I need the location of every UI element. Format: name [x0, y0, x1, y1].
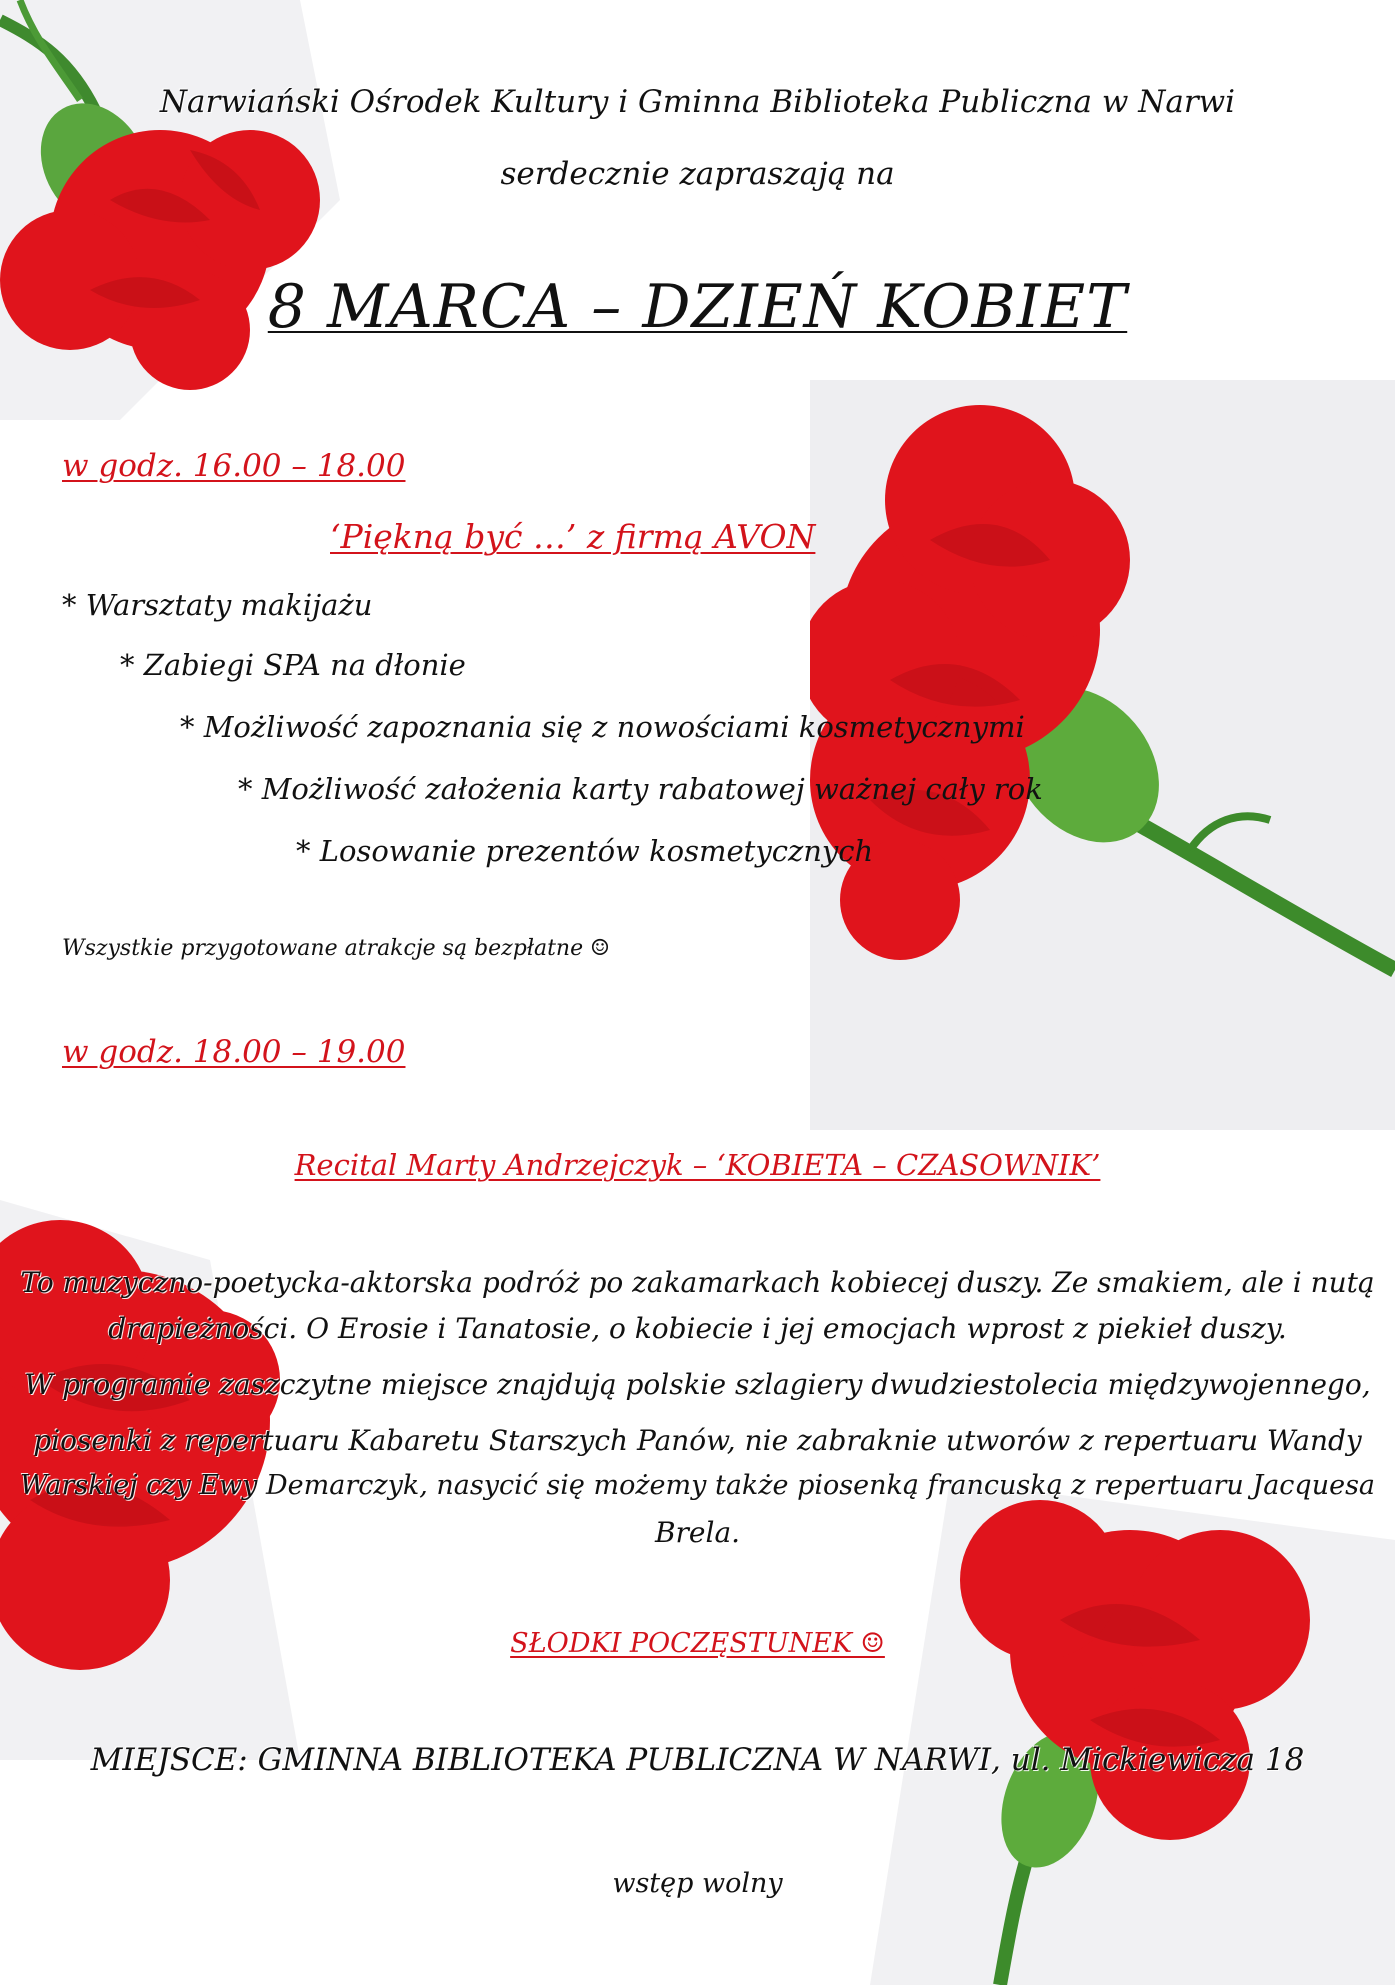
page-title: 8 MARCA – DZIEŃ KOBIET	[267, 272, 1128, 342]
session2-time: w godz. 18.00 – 19.00	[62, 1034, 406, 1070]
list-item: * Zabiegi SPA na dłonie	[120, 648, 466, 682]
description-line: drapieżności. O Erosie i Tanatosie, o kobiecie i jej emocjach wprost z piekieł duszy.	[108, 1312, 1287, 1345]
list-item: * Możliwość założenia karty rabatowej ważnej cały rok	[238, 772, 1043, 806]
list-item: * Warsztaty makijażu	[62, 588, 373, 622]
session1-time: w godz. 16.00 – 18.00	[62, 448, 406, 484]
invite-line: serdecznie zapraszają na	[500, 156, 895, 192]
carnation-photo-top-left	[0, 0, 420, 420]
session1-subtitle: ‘Piękną być …’ z firmą AVON	[330, 517, 816, 556]
free-attractions-note: Wszystkie przygotowane atrakcje są bezpłatne ☺	[62, 936, 610, 961]
organizers-line: Narwiański Ośrodek Kultury i Gminna Biblioteka Publiczna w Narwi	[159, 84, 1236, 120]
place-line: MIEJSCE: GMINNA BIBLIOTEKA PUBLICZNA W NARWI, ul. Mickiewicza 18	[90, 1742, 1305, 1778]
recital-title: Recital Marty Andrzejczyk – ‘KOBIETA – CZASOWNIK’	[294, 1148, 1101, 1182]
description-line: W programie zaszczytne miejsce znajdują polskie szlagiery dwudziestolecia międzywojennego,	[24, 1368, 1371, 1401]
carnation-photo-right	[810, 380, 1395, 1130]
description-line: Brela.	[654, 1516, 741, 1549]
list-item: * Możliwość zapoznania się z nowościami kosmetycznymi	[180, 710, 1025, 744]
treat-line: SŁODKI POCZĘSTUNEK ☺	[510, 1628, 885, 1659]
carnation-photo-bottom-right	[870, 1480, 1395, 1985]
description-line: Warskiej czy Ewy Demarczyk, nasycić się możemy także piosenką francuską z repertuaru Jacquesa	[19, 1470, 1376, 1501]
entry-line: wstęp wolny	[612, 1868, 783, 1899]
description-line: piosenki z repertuaru Kabaretu Starszych Panów, nie zabraknie utworów z repertuaru Wandy	[33, 1424, 1362, 1457]
list-item: * Losowanie prezentów kosmetycznych	[296, 834, 874, 868]
description-line: To muzyczno-poetycka-aktorska podróż po zakamarkach kobiecej duszy. Ze smakiem, ale i nutą	[20, 1266, 1375, 1299]
